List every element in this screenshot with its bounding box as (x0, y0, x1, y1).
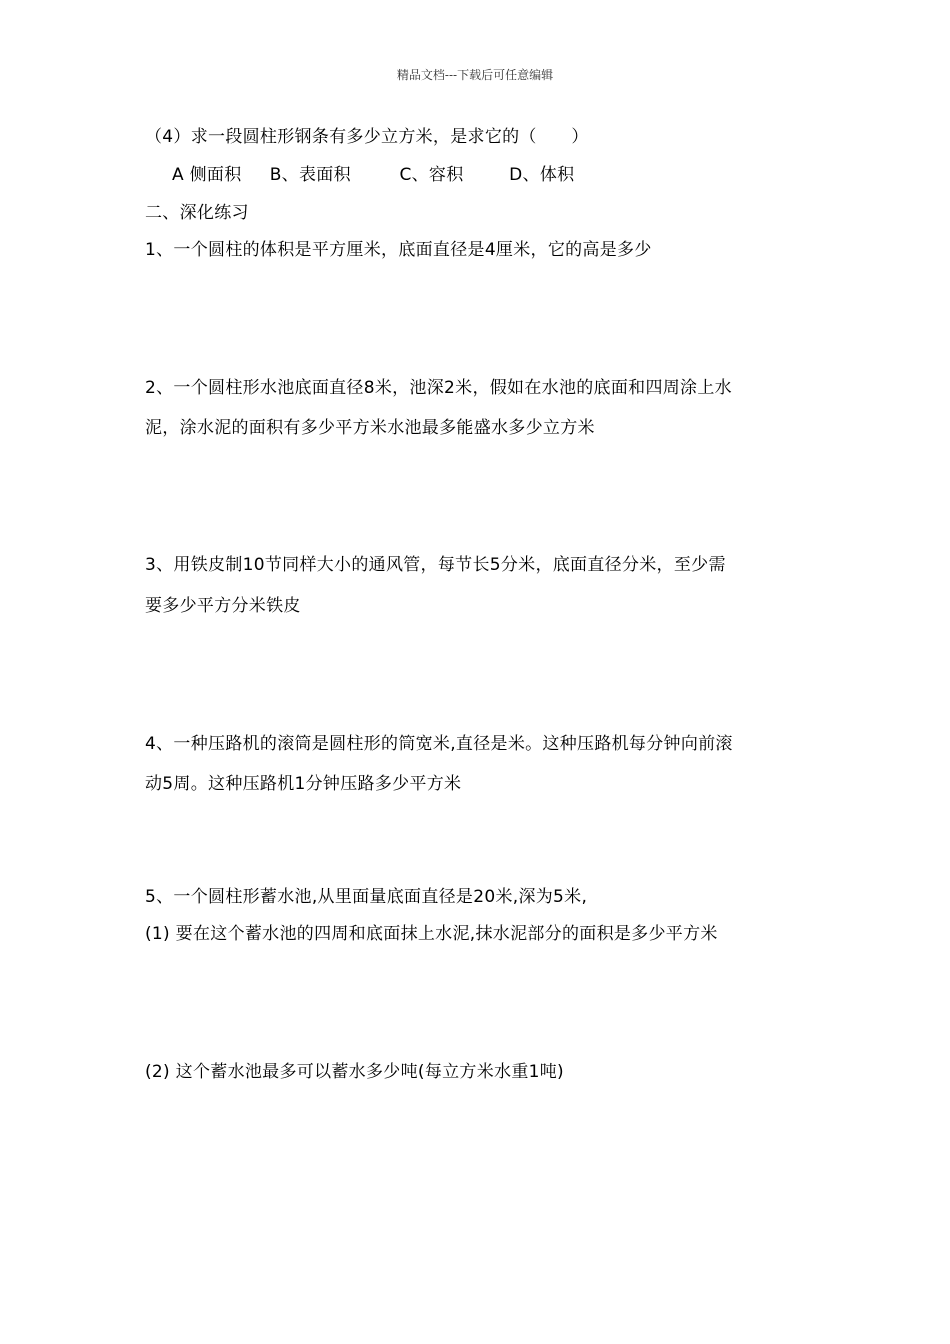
section-2-title: 二、深化练习 (145, 203, 249, 223)
problem-3-line-1: 3、用铁皮制10节同样大小的通风管，每节长5分米，底面直径分米，至少需 (145, 555, 726, 575)
problem-2-line-2: 泥，涂水泥的面积有多少平方米水池最多能盛水多少立方米 (145, 418, 595, 438)
option-c: C、容积 (399, 165, 464, 185)
problem-5-sub-1: (1) 要在这个蓄水池的四周和底面抹上水泥,抹水泥部分的面积是多少平方米 (145, 924, 718, 944)
problem-4-line-2: 动5周。这种压路机1分钟压路多少平方米 (145, 774, 462, 794)
problem-5: 5、一个圆柱形蓄水池,从里面量底面直径是20米,深为5米, (145, 887, 588, 907)
option-b: B、表面积 (269, 165, 351, 185)
question-4-options (172, 164, 574, 186)
question-4-stem: （4）求一段圆柱形钢条有多少立方米，是求它的（ ） (145, 127, 589, 147)
option-d: D、体积 (509, 165, 575, 185)
page-header: 精品文档---下载后可任意编辑 (396, 68, 554, 82)
problem-2-line-1: 2、一个圆柱形水池底面直径8米，池深2米，假如在水池的底面和四周涂上水 (145, 378, 732, 398)
option-a: A 侧面积 (172, 165, 242, 185)
problem-3-line-2: 要多少平方分米铁皮 (145, 596, 301, 616)
problem-5-sub-2: (2) 这个蓄水池最多可以蓄水多少吨(每立方米水重1吨) (145, 1062, 564, 1082)
problem-1: 1、一个圆柱的体积是平方厘米，底面直径是4厘米，它的高是多少 (145, 240, 652, 260)
problem-4-line-1: 4、一种压路机的滚筒是圆柱形的筒宽米,直径是米。这种压路机每分钟向前滚 (145, 734, 733, 754)
